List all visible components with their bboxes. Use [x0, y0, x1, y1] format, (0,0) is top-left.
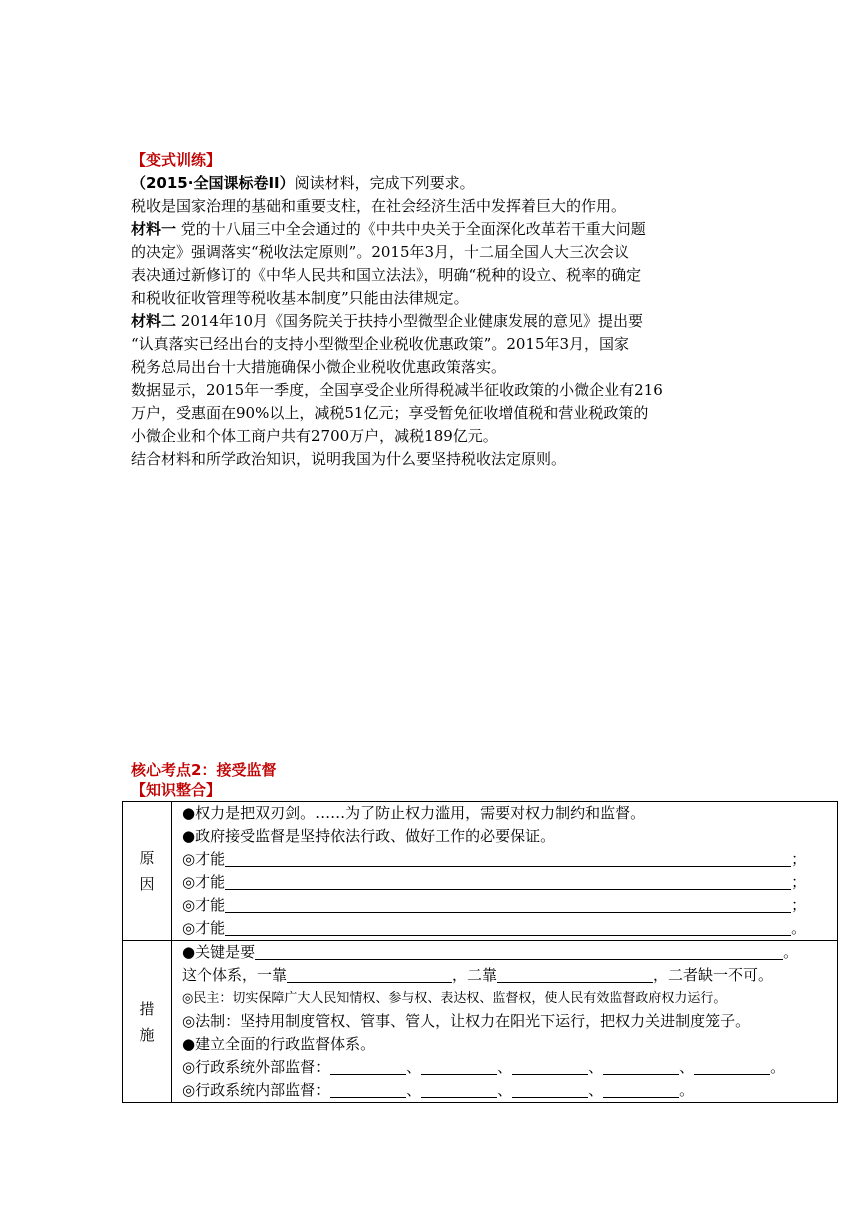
- exercise-line-0: 税收是国家治理的基础和重要支柱，在社会经济生活中发挥着巨大的作用。: [131, 197, 627, 215]
- material1-label: 材料一: [131, 220, 177, 238]
- exercise-line-8: 数据显示，2015年一季度，全国享受企业所得税减半征收政策的小微企业有216: [131, 381, 663, 399]
- sep: 、: [679, 1058, 695, 1076]
- answer-blank[interactable]: [497, 966, 653, 983]
- reason-line-1: ●政府接受监督是坚持依法行政、做好工作的必要保证。: [182, 827, 556, 845]
- reason-label: [123, 802, 172, 941]
- exercise-line-7: 税务总局出台十大措施确保小微企业税收优惠政策落实。: [131, 358, 507, 376]
- fill-end: ；: [791, 896, 807, 914]
- fill-row: [172, 894, 837, 917]
- exercise-source-line: [131, 173, 475, 193]
- democracy-row: ◎民主：切实保障广大人民知情权、参与权、表达权、监督权，使人民有效监督政府权力运行。: [182, 991, 727, 1006]
- answer-blank[interactable]: [694, 1058, 770, 1075]
- reason-label-2: 因: [139, 875, 155, 893]
- exercise-source: （2015·全国课标卷II）: [131, 174, 295, 192]
- sep: 、: [497, 1058, 513, 1076]
- answer-blank[interactable]: [421, 1081, 497, 1098]
- answer-blank[interactable]: [330, 1081, 406, 1098]
- measure-content: [172, 941, 838, 1103]
- key-row: [172, 941, 837, 964]
- answer-blank[interactable]: [225, 873, 791, 890]
- answer-blank[interactable]: [225, 919, 791, 936]
- sep: 、: [497, 1081, 513, 1099]
- material2-line: [131, 311, 643, 331]
- fill-row: [172, 848, 837, 871]
- fill-prefix: ◎才能: [182, 919, 226, 937]
- measure-label-1: 措: [139, 999, 155, 1018]
- answer-blank[interactable]: [421, 1058, 497, 1075]
- core-subheading: 【知识整合】: [131, 781, 222, 799]
- exercise-line-1: 党的十八届三中全会通过的《中共中央关于全面深化改革若干重大问题: [180, 220, 646, 238]
- exercise-line-9: 万户，受惠面在90%以上，减税51亿元；享受暂免征收增值税和营业税政策的: [131, 404, 649, 422]
- fill-prefix: ◎才能: [182, 896, 226, 914]
- exercise-question: 结合材料和所学政治知识，说明我国为什么要坚持税收法定原则。: [131, 450, 567, 468]
- external-end: 。: [770, 1058, 786, 1076]
- answer-blank[interactable]: [287, 966, 452, 983]
- reason-label-1: 原: [139, 849, 155, 867]
- answer-blank[interactable]: [255, 943, 783, 960]
- exercise-intro: 阅读材料，完成下列要求。: [294, 174, 475, 192]
- measure-row: [123, 941, 838, 1103]
- exercise-line-5: 2014年10月《国务院关于扶持小型微型企业健康发展的意见》提出要: [180, 312, 644, 330]
- exercise-line-4: 和税收征收管理等税收基本制度”只能由法律规定。: [131, 289, 469, 307]
- fill-end: ；: [791, 850, 807, 868]
- exercise-line-3: 表决通过新修订的《中华人民共和国立法法》，明确“税种的设立、税率的确定: [131, 266, 642, 284]
- measure-label: [123, 941, 172, 1103]
- answer-blank[interactable]: [512, 1081, 588, 1098]
- answer-blank[interactable]: [225, 850, 791, 867]
- key-end: 。: [783, 943, 799, 961]
- internal-row: [172, 1079, 837, 1102]
- fill-end: ；: [791, 873, 807, 891]
- fill-row: [172, 917, 837, 940]
- build-row: ●建立全面的行政监督体系。: [182, 1035, 376, 1053]
- fill-prefix: ◎才能: [182, 850, 226, 868]
- external-label: ◎行政系统外部监督：: [182, 1058, 331, 1076]
- system-a: 这个体系，一靠: [182, 966, 288, 984]
- sep: 、: [406, 1081, 422, 1099]
- answer-blank[interactable]: [512, 1058, 588, 1075]
- system-c: ，二者缺一不可。: [653, 966, 774, 984]
- answer-blank[interactable]: [603, 1081, 679, 1098]
- measure-label-2: 施: [139, 1025, 155, 1044]
- system-row: [172, 964, 837, 987]
- answer-blank[interactable]: [603, 1058, 679, 1075]
- material2-label: 材料二: [131, 312, 177, 330]
- internal-label: ◎行政系统内部监督：: [182, 1081, 331, 1099]
- reason-row: [123, 802, 838, 941]
- reason-line-0: ●权力是把双刃剑。……为了防止权力滥用，需要对权力制约和监督。: [182, 804, 646, 822]
- reason-content: [172, 802, 838, 941]
- knowledge-table: [122, 801, 838, 1103]
- sep: 、: [588, 1081, 604, 1099]
- internal-end: 。: [679, 1081, 695, 1099]
- system-b: ，二靠: [452, 966, 498, 984]
- answer-blank[interactable]: [225, 896, 791, 913]
- sep: 、: [588, 1058, 604, 1076]
- fill-prefix: ◎才能: [182, 873, 226, 891]
- law-row: ◎法制：坚持用制度管权、管事、管人，让权力在阳光下运行，把权力关进制度笼子。: [182, 1012, 751, 1030]
- exercise-line-10: 小微企业和个体工商户共有2700万户，减税189亿元。: [131, 427, 498, 445]
- sep: 、: [406, 1058, 422, 1076]
- core-title: 核心考点2：接受监督: [131, 761, 277, 779]
- exercise-line-2: 的决定》强调落实“税收法定原则”。2015年3月，十二届全国人大三次会议: [131, 243, 630, 261]
- fill-end: 。: [791, 919, 807, 937]
- exercise-heading: 【变式训练】: [131, 151, 222, 169]
- external-row: [172, 1056, 837, 1079]
- fill-row: [172, 871, 837, 894]
- material1-line: [131, 219, 646, 239]
- answer-blank[interactable]: [330, 1058, 406, 1075]
- exercise-line-6: “认真落实已经出台的支持小型微型企业税收优惠政策”。2015年3月，国家: [131, 335, 630, 353]
- key-prefix: ●关键是要: [182, 943, 256, 961]
